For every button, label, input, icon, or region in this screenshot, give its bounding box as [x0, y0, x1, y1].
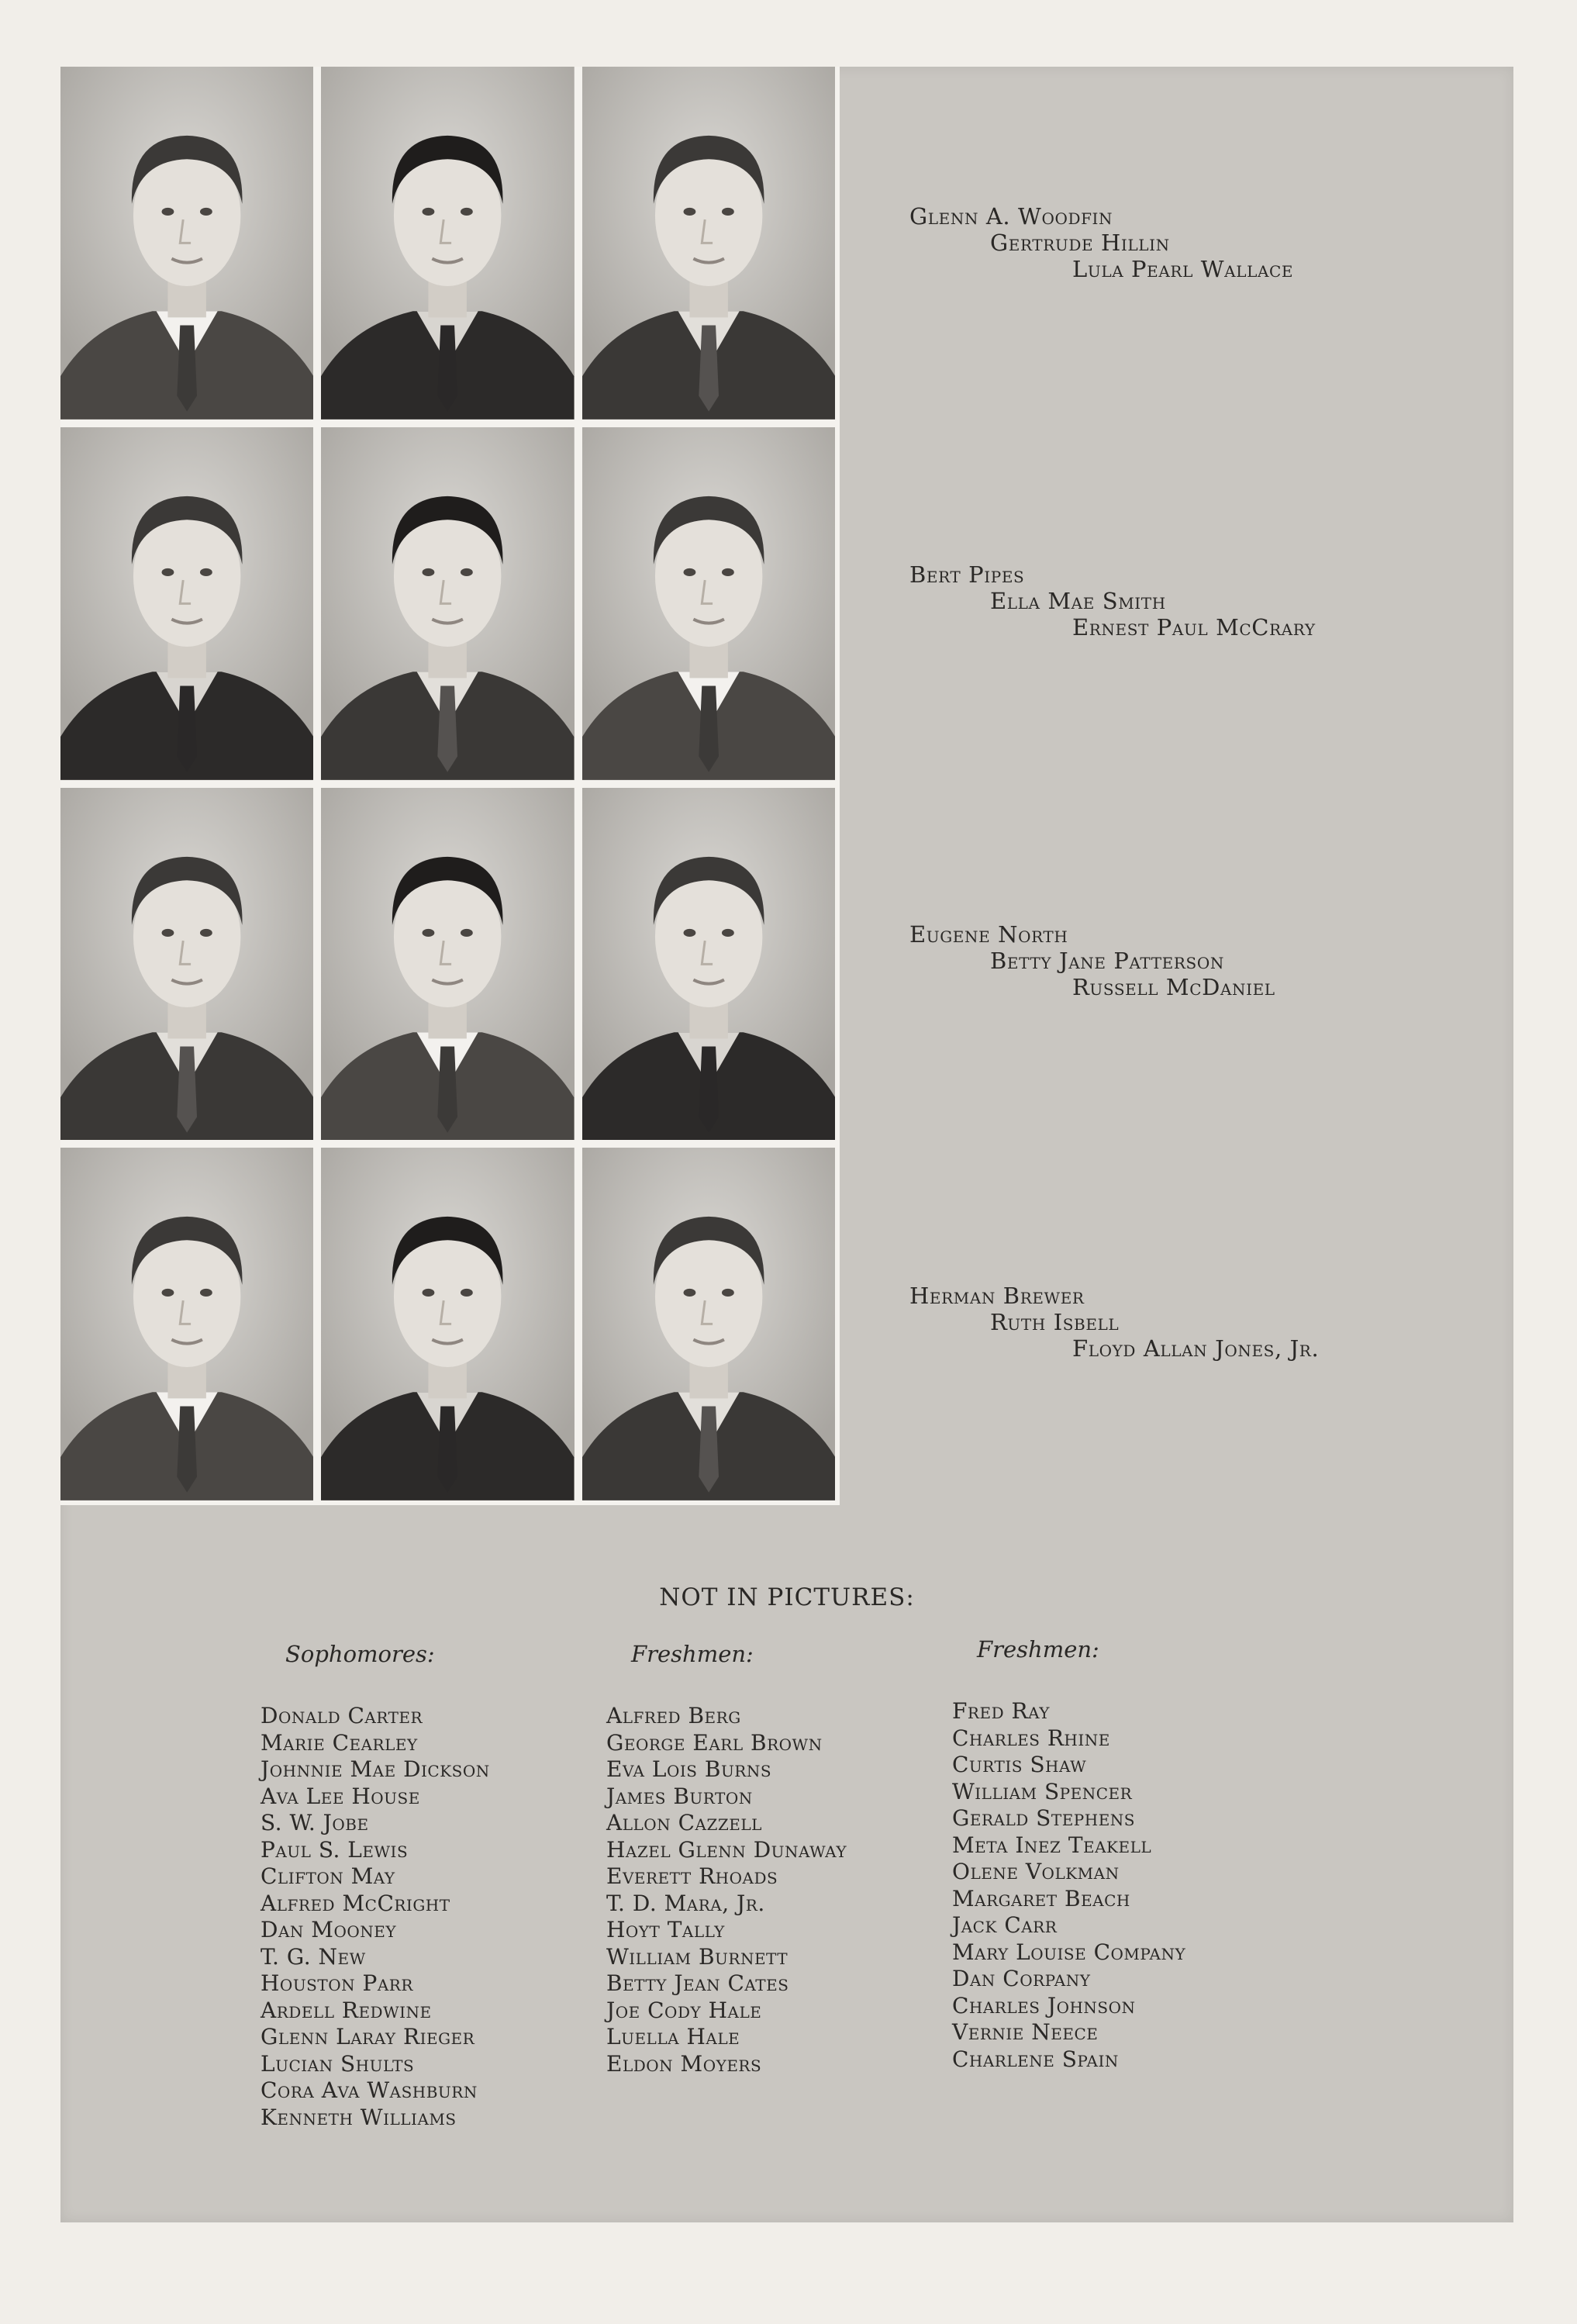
name-list-item: William Burnett — [606, 1943, 788, 1970]
name-list-item: Luella Hale — [606, 2024, 740, 2049]
portrait-grid — [60, 67, 840, 1505]
name-list-item: Alfred Berg — [606, 1703, 741, 1728]
name-list-item: James Burton — [606, 1783, 753, 1809]
sophomores-column — [261, 1641, 490, 2131]
portrait-photo — [321, 1148, 574, 1500]
name-list-item: Alfred McCright — [261, 1890, 450, 1916]
portrait-photo — [60, 788, 313, 1141]
portrait-photo — [60, 1148, 313, 1500]
name-list-item: Cora Ava Washburn — [261, 2077, 478, 2103]
portrait-photo — [582, 67, 835, 420]
portrait-name: Lula Pearl Wallace — [1072, 256, 1294, 282]
name-list-item: Vernie Neece — [952, 2019, 1099, 2045]
portrait-photo — [582, 1148, 835, 1500]
name-list-item: Ava Lee House — [261, 1783, 420, 1809]
name-list-item: T. D. Mara, Jr. — [606, 1890, 765, 1916]
portrait-name: Russell McDaniel — [1072, 974, 1275, 1000]
name-list-item: Kenneth Williams — [261, 2104, 457, 2130]
name-list-item: Eldon Moyers — [606, 2050, 762, 2077]
portrait-name: Ella Mae Smith — [990, 588, 1166, 614]
name-list-item: Glenn Laray Rieger — [261, 2024, 475, 2049]
name-list-item: Hoyt Tally — [606, 1917, 725, 1942]
portrait-name: Floyd Allan Jones, Jr. — [1072, 1335, 1320, 1362]
name-list-item: Olene Volkman — [952, 1859, 1120, 1884]
portrait-photo — [582, 788, 835, 1141]
portrait-photo — [321, 788, 574, 1141]
name-list-item: Fred Ray — [952, 1698, 1050, 1724]
name-list-item: Ardell Redwine — [261, 1997, 432, 2023]
portrait-row-names-1 — [909, 203, 1499, 282]
portrait-name: Bert Pipes — [909, 561, 1025, 588]
name-list-item: Dan Mooney — [261, 1917, 397, 1942]
freshmen-column-1 — [606, 1641, 847, 2077]
name-list-item: Charlene Spain — [952, 2046, 1119, 2072]
column-heading: Sophomores: — [285, 1641, 435, 1667]
name-list-item: Hazel Glenn Dunaway — [606, 1836, 847, 1863]
name-list-item: Johnnie Mae Dickson — [261, 1756, 490, 1782]
name-list-item: Allon Cazzell — [606, 1810, 762, 1835]
yearbook-page — [60, 67, 1513, 2222]
column-heading: Freshmen: — [977, 1636, 1099, 1663]
name-list-item: Joe Cody Hale — [606, 1997, 762, 2023]
name-list-item: Houston Parr — [261, 1970, 413, 1996]
portrait-row-names-4 — [909, 1283, 1499, 1362]
name-list — [261, 1703, 490, 2131]
portrait-name: Betty Jane Patterson — [990, 948, 1224, 974]
portrait-name: Ruth Isbell — [990, 1309, 1120, 1335]
portrait-photo — [321, 427, 574, 780]
portrait-photo — [321, 67, 574, 420]
name-list-item: Clifton May — [261, 1863, 395, 1889]
name-list-item: Mary Louise Company — [952, 1939, 1186, 1965]
name-list — [606, 1703, 847, 2077]
name-list-item: Charles Rhine — [952, 1725, 1110, 1751]
name-list-item: Eva Lois Burns — [606, 1756, 772, 1782]
name-list-item: S. W. Jobe — [261, 1810, 369, 1835]
name-list-item: Charles Johnson — [952, 1992, 1136, 2018]
name-list-item: Marie Cearley — [261, 1729, 418, 1756]
name-list-item: Betty Jean Cates — [606, 1970, 789, 1996]
portrait-photo — [582, 427, 835, 780]
portrait-name: Glenn A. Woodfin — [909, 203, 1113, 230]
name-list-item: Margaret Beach — [952, 1885, 1130, 1911]
portrait-photo — [60, 427, 313, 780]
name-list-item: Curtis Shaw — [952, 1752, 1087, 1777]
name-list-item: Jack Carr — [952, 1912, 1058, 1938]
name-list-item: George Earl Brown — [606, 1729, 823, 1756]
name-list-item: Meta Inez Teakell — [952, 1832, 1152, 1858]
freshmen-column-2 — [952, 1636, 1185, 2073]
name-list-item: Lucian Shults — [261, 2050, 415, 2077]
name-list-item: Everett Rhoads — [606, 1863, 778, 1889]
name-list-item: Gerald Stephens — [952, 1805, 1136, 1831]
name-list-item: Donald Carter — [261, 1703, 423, 1728]
name-list-item: William Spencer — [952, 1778, 1133, 1804]
portrait-photo — [60, 67, 313, 420]
column-heading: Freshmen: — [631, 1641, 754, 1667]
portrait-name: Eugene North — [909, 921, 1068, 948]
portrait-row-names-3 — [909, 921, 1499, 1000]
name-list-item: Dan Corpany — [952, 1966, 1091, 1991]
portrait-row-names-2 — [909, 561, 1499, 641]
portrait-name: Ernest Paul McCrary — [1072, 614, 1316, 641]
name-list — [952, 1698, 1185, 2073]
not-in-pictures-title: NOT IN PICTURES: — [659, 1583, 915, 1611]
portrait-name: Herman Brewer — [909, 1283, 1085, 1309]
portrait-name: Gertrude Hillin — [990, 230, 1170, 256]
name-list-item: T. G. New — [261, 1943, 366, 1970]
name-list-item: Paul S. Lewis — [261, 1836, 409, 1863]
